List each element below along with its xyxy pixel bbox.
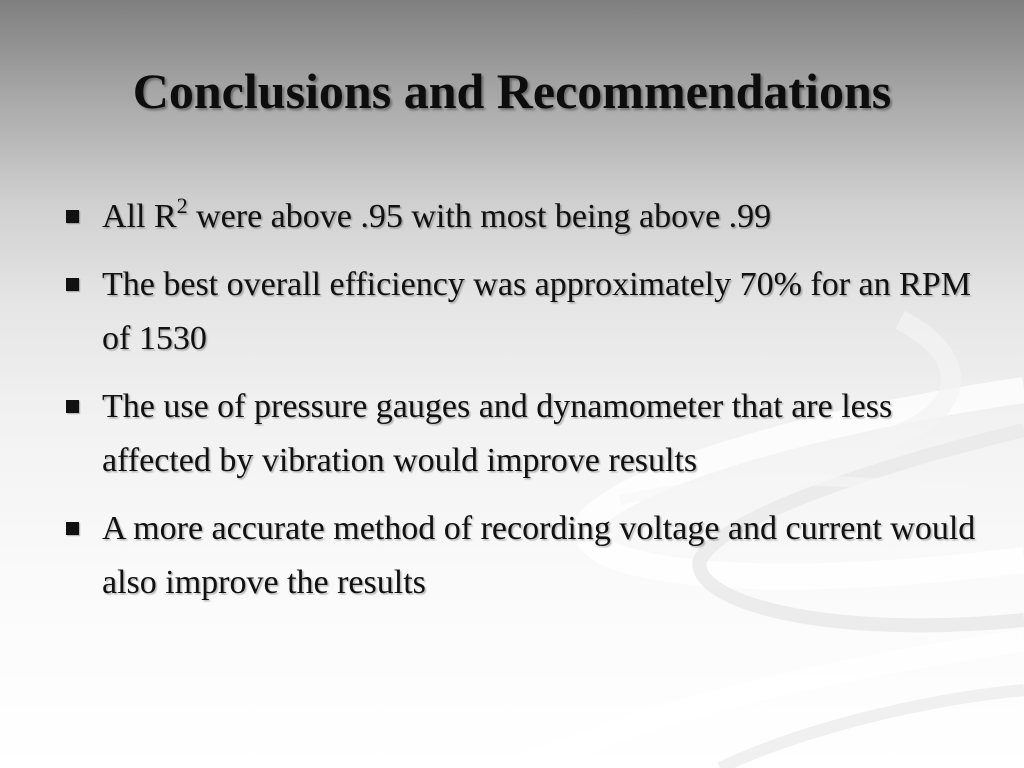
- bullet-item-gauges: [60, 380, 980, 488]
- superscript-two: 2: [176, 193, 188, 218]
- bullet-text: The best overall efficiency was approximately 70% for an RPM of 1530: [102, 266, 971, 357]
- square-bullet-icon: [66, 522, 79, 535]
- square-bullet-icon: [66, 278, 79, 291]
- bullet-text: The use of pressure gauges and dynamometer that are less affected by vibration would improve results: [102, 388, 893, 479]
- slide-title: Conclusions and Recommendations: [132, 63, 892, 119]
- square-bullet-icon: [66, 210, 79, 223]
- bullet-item-efficiency: [60, 258, 980, 366]
- bullet-text: A more accurate method of recording voltage and current would also improve the results: [102, 510, 976, 601]
- square-bullet-icon: [66, 400, 79, 413]
- bullet-item-voltage-current: [60, 502, 980, 610]
- bullet-list: [60, 190, 980, 624]
- bullet-item-r-squared: [60, 190, 980, 244]
- bullet-text-part: were above .95 with most being above .99: [187, 198, 772, 235]
- bullet-text-part: All R: [102, 198, 177, 235]
